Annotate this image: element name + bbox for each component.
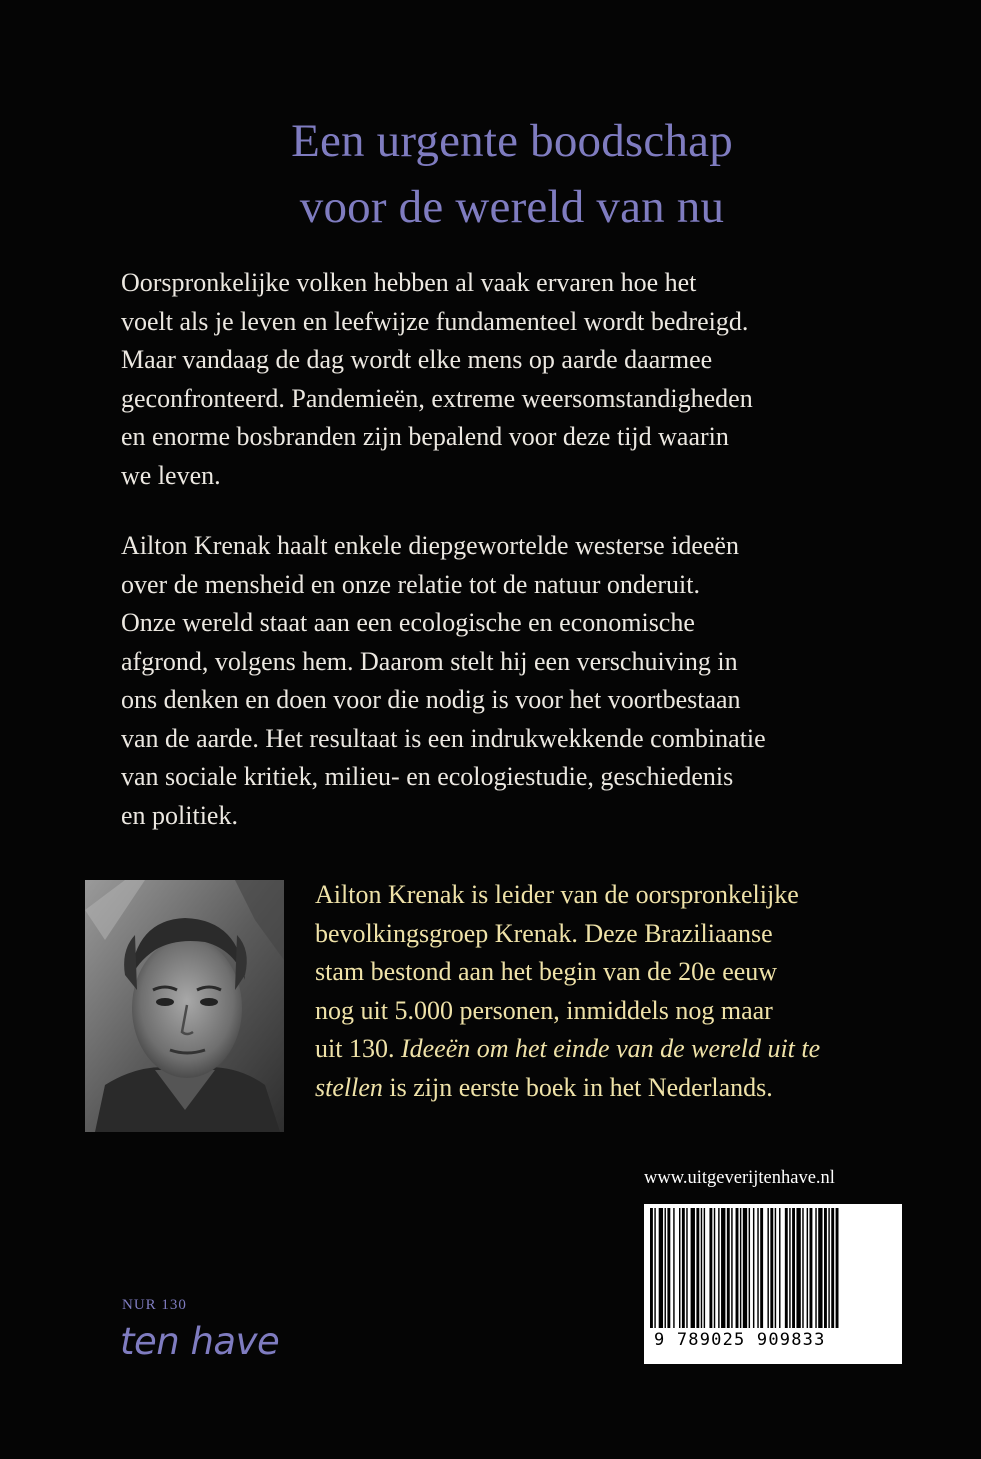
barcode-bar	[665, 1208, 666, 1328]
barcode-bar	[828, 1208, 829, 1328]
barcode-bar	[686, 1208, 687, 1328]
barcode-bar	[709, 1208, 712, 1328]
bio-line: nog uit 5.000 personen, inmiddels nog maar	[315, 995, 773, 1025]
barcode-bar	[836, 1208, 839, 1328]
paragraph-line: en politiek.	[121, 800, 238, 830]
paragraph-line: geconfronteerd. Pandemieën, extreme weersomstandigheden	[121, 383, 753, 413]
barcode-bar	[770, 1208, 773, 1328]
headline	[0, 108, 981, 240]
paragraph-line: en enorme bosbranden zijn bepalend voor deze tijd waarin	[121, 422, 729, 451]
barcode-bar	[679, 1208, 680, 1328]
publisher-website[interactable]: www.uitgeverijtenhave.nl	[644, 1168, 835, 1188]
paragraph-line: ons denken en doen voor die nodig is voor het voortbestaan	[121, 685, 741, 714]
barcode-digits: 9 789025 909833	[654, 1330, 826, 1350]
barcode-bar	[779, 1208, 780, 1328]
paragraph-line: afgrond, volgens hem. Daarom stelt hij een verschuiving in	[121, 646, 738, 676]
barcode-bar	[673, 1208, 674, 1328]
paragraph-line: over de mensheid en onze relatie tot de natuur onderuit.	[121, 569, 701, 599]
barcode-bar	[740, 1208, 741, 1328]
barcode-bar	[760, 1208, 763, 1328]
author-photo	[85, 880, 284, 1132]
barcode-bar	[691, 1208, 695, 1328]
headline-line-2: voor de wereld van nu	[299, 181, 725, 233]
bio-line	[315, 1069, 915, 1108]
barcode-bar	[696, 1208, 699, 1328]
barcode-bar	[704, 1208, 705, 1328]
paragraph-line: Oorspronkelijke volken hebben al vaak ervaren hoe het	[121, 268, 697, 297]
bio-line: Ailton Krenak is leider van de oorspronkelijke	[315, 880, 799, 909]
barcode-bar	[796, 1208, 800, 1328]
barcode-bar	[824, 1208, 827, 1328]
barcode-bar	[757, 1208, 758, 1328]
barcode-bar	[659, 1208, 663, 1328]
barcode-bar	[767, 1208, 768, 1328]
barcode-bar	[785, 1208, 788, 1328]
bio-line	[315, 1030, 915, 1069]
book-title: stellen	[315, 1072, 383, 1102]
barcode-bar	[682, 1208, 685, 1328]
headline-line-1: Een urgente boodschap	[291, 115, 733, 167]
barcode-bar	[831, 1208, 834, 1328]
book-title: Ideeën om het einde van de wereld uit te	[400, 1034, 821, 1063]
barcode-bar	[731, 1208, 732, 1328]
bio-text: uit 130.	[315, 1034, 401, 1063]
paragraph-line: Maar vandaag de dag wordt elke mens op aarde daarmee	[121, 345, 713, 374]
author-bio	[315, 876, 915, 1107]
barcode-bar	[701, 1208, 702, 1328]
barcode-bar	[749, 1208, 750, 1328]
publisher-logo: ten have	[120, 1320, 280, 1363]
barcode-bar	[650, 1208, 653, 1328]
barcode-bar	[727, 1208, 730, 1328]
paragraph-line: Ailton Krenak haalt enkele diepgewortelde westerse ideeën	[121, 531, 739, 560]
bio-line: stam bestond aan het begin van de 20e eeuw	[315, 957, 778, 986]
paragraph-line: voelt als je leven en leefwijze fundamenteel wordt bedreigd.	[121, 306, 749, 336]
barcode-bar	[775, 1208, 776, 1328]
barcode-bar	[792, 1208, 795, 1328]
paragraph-intro	[121, 264, 911, 495]
bio-line: bevolkingsgroep Krenak. Deze Braziliaanse	[315, 918, 773, 948]
barcode-bar	[802, 1208, 803, 1328]
barcode-bar	[815, 1208, 816, 1328]
barcode-bar	[721, 1208, 725, 1328]
paragraph-summary	[121, 527, 911, 835]
barcode-bar	[753, 1208, 754, 1328]
barcode-bar	[654, 1208, 655, 1328]
barcode-bar	[714, 1208, 715, 1328]
isbn-barcode	[644, 1204, 902, 1364]
barcode-bar	[718, 1208, 719, 1328]
barcode-bar	[667, 1208, 670, 1328]
author-portrait-icon	[85, 880, 284, 1132]
barcode-bar	[810, 1208, 813, 1328]
bio-text: is zijn eerste boek in het Nederlands.	[382, 1072, 773, 1102]
barcode-bar	[736, 1208, 739, 1328]
nur-code: NUR 130	[122, 1297, 187, 1313]
paragraph-line: we leven.	[121, 460, 221, 490]
barcode-bar	[807, 1208, 808, 1328]
barcode-bar	[789, 1208, 790, 1328]
barcode-bar	[818, 1208, 822, 1328]
barcode-bar	[743, 1208, 747, 1328]
paragraph-line: van de aarde. Het resultaat is een indrukwekkende combinatie	[121, 723, 766, 753]
paragraph-line: Onze wereld staat aan een ecologische en economische	[121, 608, 695, 637]
paragraph-line: van sociale kritiek, milieu- en ecologiestudie, geschiedenis	[121, 762, 734, 791]
